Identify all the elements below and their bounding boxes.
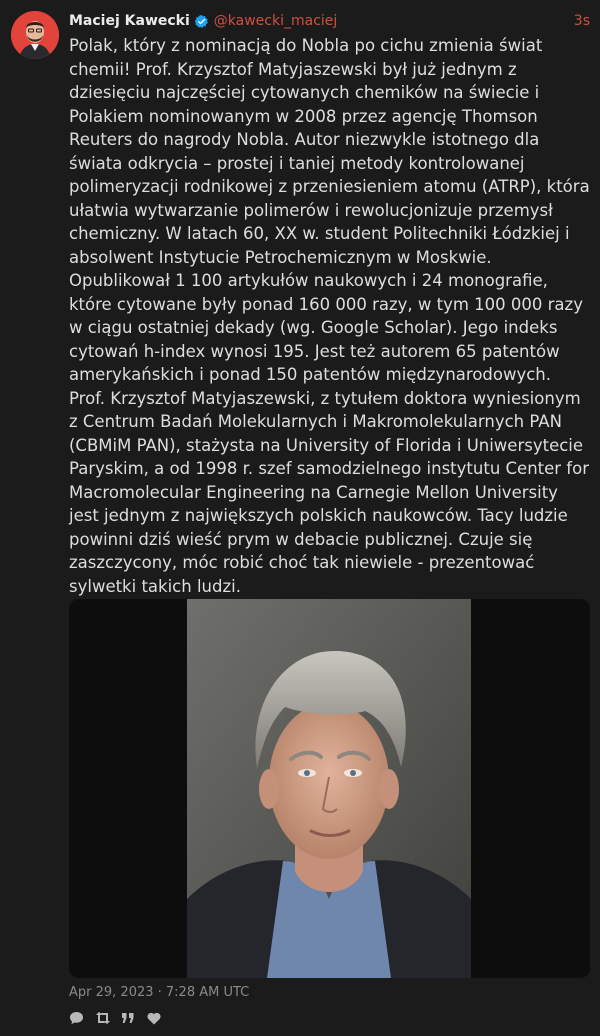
avatar-portrait-icon: [11, 11, 59, 59]
like-icon[interactable]: [147, 1010, 173, 1026]
author-fullname[interactable]: Maciej Kawecki: [69, 13, 190, 29]
portrait-photo: [187, 599, 471, 978]
quote-icon[interactable]: [121, 1010, 147, 1026]
author-username[interactable]: @kawecki_maciej: [213, 13, 338, 29]
tweet-time[interactable]: 3s: [573, 13, 590, 29]
retweet-icon[interactable]: [95, 1010, 121, 1026]
author-avatar[interactable]: [11, 11, 59, 59]
reply-icon[interactable]: [69, 1010, 95, 1026]
tweet-media[interactable]: [69, 599, 590, 978]
tweet-header: [69, 10, 590, 32]
verified-badge-icon: [194, 14, 209, 29]
tweet-actions: [69, 1010, 173, 1026]
tweet-text: Polak, który z nominacją do Nobla po cichu zmienia świat chemii! Prof. Krzysztof Matyjaszewski był już jednym z dziesięciu najczęściej cytowanych chemików na świecie i Polakiem nominowanym w 2008 przez agencję Thomson Reuters do nagrody Nobla. Autor niezwykle istotnego dla świata odkrycia – prostej i taniej metody kontrolowanej polimeryzacji rodnikowej z przeniesieniem atomu (ATRP), która ułatwia wytwarzanie polimerów i rewolucjonizuje przemysł chemiczny. W latach 60, XX w. student Politechniki Łódzkiej i absolwent Instytucie Petrochemicznym w Moskwie. Opublikował 1 100 artykułów naukowych i 24 monografie, które cytowane były ponad 160 000 razy, w tym 100 000 razy w ciągu ostatniej dekady (wg. Google Scholar). Jego indeks cytowań h-index wynosi 195. Jest też autorem 65 patentów amerykańskich i ponad 150 patentów międzynarodowych. Prof. Krzysztof Matyjaszewski, z tytułem doktora wyniesionym z Centrum Badań Molekularnych i Makromolekularnych PAN (CBMiM PAN), stażysta na University of Florida i Uniwersytecie Paryskim, a od 1998 r. szef samodzielnego instytutu Center for Macromolecular Engineering na Carnegie Mellon University jest jednym z największych polskich naukowców. Tacy ludzie powinni dziś wieść prym w debacie publicznej. Czuje się zaszczycony, móc robić choć tak niewiele - prezentować sylwetki takich ludzi.: [69, 36, 595, 596]
tweet-date[interactable]: Apr 29, 2023 · 7:28 AM UTC: [69, 985, 250, 1000]
